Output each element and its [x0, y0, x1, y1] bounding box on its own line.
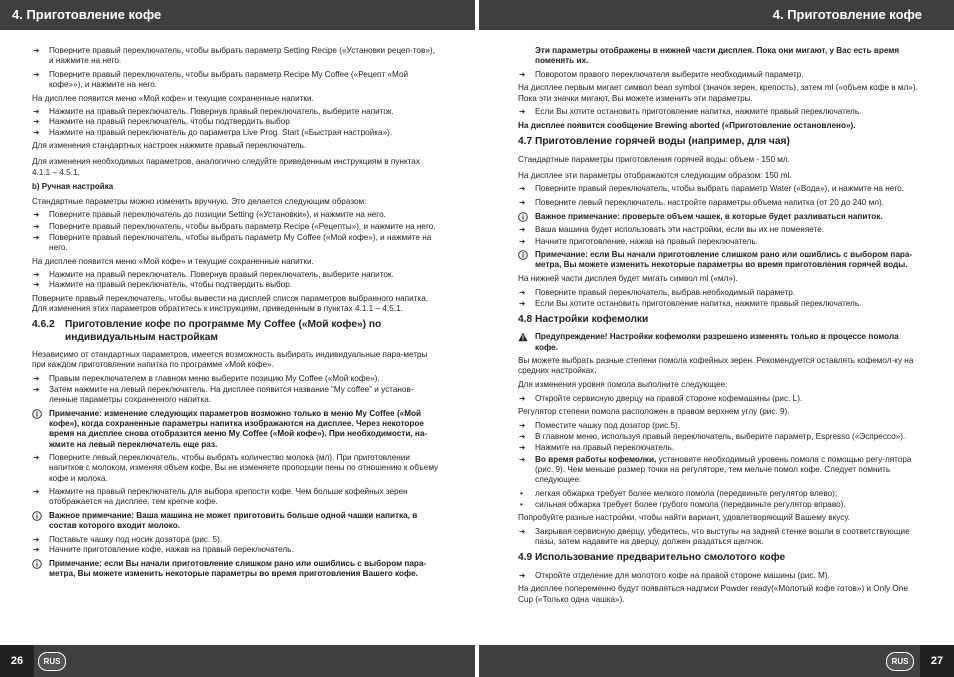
- list-item: ➔ Поверните правый переключатель до позиции Setting («Установки»), и нажмите на него.: [32, 210, 440, 220]
- note-block: [32, 511, 440, 531]
- list-item: ➔ Нажмите на правый переключатель. Повернув правый переключатель, выберите напиток.: [32, 270, 440, 280]
- list-item: ➔ Если Вы хотите остановить приготовление напитка, нажмите правый переключатель.: [518, 107, 923, 117]
- list-item: ➔ Ваша машина будет использовать эти настройки, если вы их не поменяете.: [518, 225, 923, 235]
- right-page-footer: [479, 645, 954, 677]
- note-text: Примечание: если Вы начали приготовление слишком рано или ошиблись с выбором пара-метра, Вы можете изменить некоторые параметры во время приготовления Вашего кофе.: [49, 558, 427, 578]
- list-item-bold-lead: Во время работы кофемолки,: [535, 454, 657, 464]
- note-block: [32, 559, 440, 579]
- section-title: Использование предварительно смолотого кофе: [535, 552, 786, 564]
- note-text: Примечание: изменение следующих параметров возможно только в меню My Coffee («Мой кофе»), когда сохраненные параметры напитка изображаются на дисплее. Через некоторое время на дисплее снова отобразится меню My Coffee («Мой кофе»). При необходимости, на-жмите на левый переключатель еще раз.: [49, 409, 428, 449]
- note-text: Примечание: если Вы начали приготовление слишком рано или ошиблись с выбором пара-метра, Вы можете изменить некоторые параметры во время приготовления горячей воды.: [535, 250, 913, 270]
- info-icon: [518, 212, 528, 222]
- list-item: ➔ Откройте отделение для молотого кофе на правой стороне машины (рис. M).: [518, 571, 923, 581]
- info-icon: [32, 559, 42, 569]
- paragraph: На дисплее появится сообщение Brewing aborted («Приготовление остановлено»).: [518, 120, 856, 130]
- list-item: ➔ Поворотом правого переключателя выберите необходимый параметр.: [518, 70, 923, 80]
- right-language-badge: RUS: [886, 652, 914, 671]
- paragraph: На дисплее попеременно будут появляться надписи Powder ready(«Молотый кофе готов») и Only One Cup («Только одна чашка»).: [518, 584, 908, 604]
- list-item: ➔ Поверните правый переключатель, чтобы выбрать параметр Recipe My Coffee («Рецепт «Мой кофе»»), и нажмите на него.: [32, 70, 440, 90]
- note-text: Важное примечание: Ваша машина не может приготовить больше одной чашки напитка, в состав которого входит молоко.: [49, 510, 418, 531]
- list-item: ➔ Нажмите на правый переключатель. Повернув правый переключатель, выберите напиток.: [32, 107, 440, 117]
- list-item: ➔ Поверните левый переключатель, настройте параметры объема напитка (от 20 до 240 мл).: [518, 198, 923, 208]
- paragraph: Эти параметры отображены в нижней части дисплея. Пока они мигают, у Вас есть время поменять их.: [535, 46, 900, 66]
- list-item: ➔ Закрывая сервисную дверцу, убедитесь, что выступы на задней стенке вошли в соответствующие пазы, затем надавите на дверцу, должен раздаться щелчок.: [518, 527, 923, 547]
- right-page-header: [479, 0, 954, 30]
- paragraph: Независимо от стандартных параметров, имеется возможность выбирать индивидуальные пара-метры при каждом приготовлении напитка по программе «Мой кофе».: [32, 350, 428, 370]
- paragraph: Стандартные параметры приготовления горячей воды: объем - 150 мл.: [518, 154, 790, 164]
- list-item: ➔ Затем нажмите на левый переключатель. На дисплее появится название “My coffee” и установ-ленные параметры сохраненного напитка.: [32, 385, 440, 405]
- list-item-text: установите необходимый уровень помола с помощью регу-лятора (рис. 9). Чем меньше размер точки на регуляторе, тем мельче помол кофе. Следует помнить следующее:: [535, 454, 912, 484]
- paragraph: Стандартные параметры можно изменить вручную. Это делается следующим образом:: [32, 196, 367, 206]
- list-item: ➔ Если Вы хотите остановить приготовление напитка, нажмите правый переключатель.: [518, 299, 923, 309]
- info-icon: [32, 409, 42, 419]
- note-block: [518, 250, 923, 270]
- left-language-badge: RUS: [38, 652, 66, 671]
- warning-text: Предупреждение! Настройки кофемолки разрешено изменять только в процессе помола кофе.: [535, 332, 899, 352]
- paragraph: Для изменения стандартных настроек нажмите правый переключатель.: [32, 141, 307, 151]
- bullet-item: • легкая обжарка требует более мелкого помола (передвиньте регулятор влево);: [518, 489, 923, 499]
- right-header-title: 4. Приготовление кофе: [772, 7, 922, 22]
- note-block: [518, 212, 923, 222]
- paragraph: Регулятор степени помола расположен в правом верхнем углу (рис. 9).: [518, 407, 790, 417]
- list-item: ➔ Поверните правый переключатель, чтобы выбрать параметр Water («Вода»), и нажмите на него.: [518, 184, 923, 194]
- list-item: ➔ Поверните левый переключатель, чтобы выбрать количество молока (мл). При приготовлении напитков с молоком, изменяя объем кофе, Вы не изменяете пропорции пены по отношению к объему кофе и молока.: [32, 453, 440, 483]
- list-item: ➔ В главном меню, используя правый переключатель, выберите параметр, Espresso («Эспрессо»).: [518, 432, 923, 442]
- paragraph: На дисплее появится меню «Мой кофе» и текущие сохраненные напитки.: [32, 93, 314, 103]
- paragraph: Для изменения необходимых параметров, аналогично следуйте приведенным инструкциям в пунктах 4.1.1 – 4.5.1.: [32, 157, 420, 177]
- paragraph: На нижней части дисплея будет мигать символ ml («мл»).: [518, 274, 738, 283]
- paragraph: Вы можете выбрать разные степени помола кофейных зерен. Рекомендуется оставлять кофемол-ку на средних настройках.: [518, 356, 914, 376]
- list-item: ➔ Нажмите на правый переключатель для выбора крепости кофе. Чем больше кофейных зерен отображается на дисплее, тем крепче кофе.: [32, 487, 440, 507]
- left-page-header: [0, 0, 475, 30]
- section-heading-4-9: [518, 552, 923, 565]
- warning-block: [518, 332, 923, 352]
- list-item: ➔ Нажмите на правый переключатель до параметра Live Prog. Start («Быстрая настройка»).: [32, 128, 440, 138]
- list-item: ➔ Поверните правый переключатель, чтобы выбрать параметр My Coffee («Мой кофе»), и нажмите на него.: [32, 233, 440, 253]
- left-page-number: 26: [0, 645, 34, 677]
- note-block: [32, 409, 440, 450]
- list-item: ➔ Поставьте чашку под носик дозатора (рис. 5).: [32, 535, 440, 545]
- page-gutter: [475, 0, 479, 677]
- list-item: ➔ Поверните правый переключатель, чтобы выбрать параметр Recipe («Рецепты»), и нажмите на него.: [32, 222, 440, 232]
- left-page-footer: [0, 645, 475, 677]
- section-heading-4-7: [518, 136, 923, 149]
- warning-icon: [518, 332, 528, 342]
- section-title: Настройки кофемолки: [535, 313, 649, 325]
- section-number: 4.6.2: [32, 319, 55, 331]
- list-item: ➔ Поверните правый переключатель, чтобы выбрать параметр Setting Recipe («Установки рецеп-тов»), и нажмите на него.: [32, 46, 440, 66]
- list-item: ➔ Нажмите на правый переключатель.: [518, 443, 923, 453]
- left-page-body: [32, 46, 440, 582]
- paragraph: На дисплее первым мигает символ bean symbol (значок зерен, крепость), затем ml («объем кофе в мл»). Пока эти значки мигают, Вы можете изменить эти параметры.: [518, 83, 918, 103]
- list-item: ➔ Начните приготовление кофе, нажав на правый переключатель.: [32, 545, 440, 555]
- section-title: Приготовление кофе по программе My Coffee («Мой кофе») по индивидуальным настройкам: [65, 319, 382, 343]
- info-icon: [518, 250, 528, 260]
- right-page-number: 27: [920, 645, 954, 677]
- section-title: Приготовление горячей воды (например, для чая): [535, 136, 790, 148]
- bullet-item: • сильная обжарка требует более грубого помола (передвиньте регулятор вправо).: [518, 500, 923, 510]
- section-number: 4.8: [518, 313, 533, 325]
- paragraph: На дисплее эти параметры отображаются следующим образом: 150 ml.: [518, 170, 792, 180]
- info-icon: [32, 511, 42, 521]
- list-item: ➔ Откройте сервисную дверцу на правой стороне кофемашины (рис. L).: [518, 394, 923, 404]
- section-heading-4-8: [518, 314, 923, 327]
- section-number: 4.7: [518, 136, 533, 148]
- paragraph: Для изменения уровня помола выполните следующее:: [518, 380, 728, 390]
- list-item: ➔ Начните приготовление, нажав на правый переключатель.: [518, 237, 923, 247]
- list-item: [518, 455, 923, 485]
- right-page-body: [518, 46, 923, 608]
- list-item: ➔ Правым переключателем в главном меню выберите позицию My Coffee («Мой кофе»).: [32, 374, 440, 384]
- subheading-manual-setup: b) Ручная настройка: [32, 182, 114, 192]
- list-item: ➔ Поместите чашку под дозатор (рис.5).: [518, 421, 923, 431]
- section-heading-4-6-2: [32, 319, 440, 344]
- left-header-title: 4. Приготовление кофе: [12, 7, 162, 22]
- list-item: ➔ Нажмите на правый переключатель, чтобы подтвердить выбор.: [32, 280, 440, 290]
- paragraph: На дисплее появится меню «Мой кофе» и текущие сохраненные напитки.: [32, 256, 314, 266]
- paragraph: Поверните правый переключатель, чтобы вывести на дисплей список параметров выбранного напитка. Для изменения этих параметров обратитесь к инструкциям, приведенным в пунктах 4.1.1 – 4.5.1.: [32, 293, 429, 314]
- list-item: ➔ Нажмите на правый переключатель, чтобы подтвердить выбор: [32, 117, 440, 127]
- paragraph: Попробуйте разные настройки, чтобы найти вариант, удовлетворяющий Вашему вкусу.: [518, 513, 850, 523]
- note-text: Важное примечание: проверьте объем чашек, в которые будет разливаться напиток.: [535, 211, 883, 221]
- section-number: 4.9: [518, 552, 533, 564]
- list-item: ➔ Поверните правый переключатель, выбрав необходимый параметр.: [518, 288, 923, 298]
